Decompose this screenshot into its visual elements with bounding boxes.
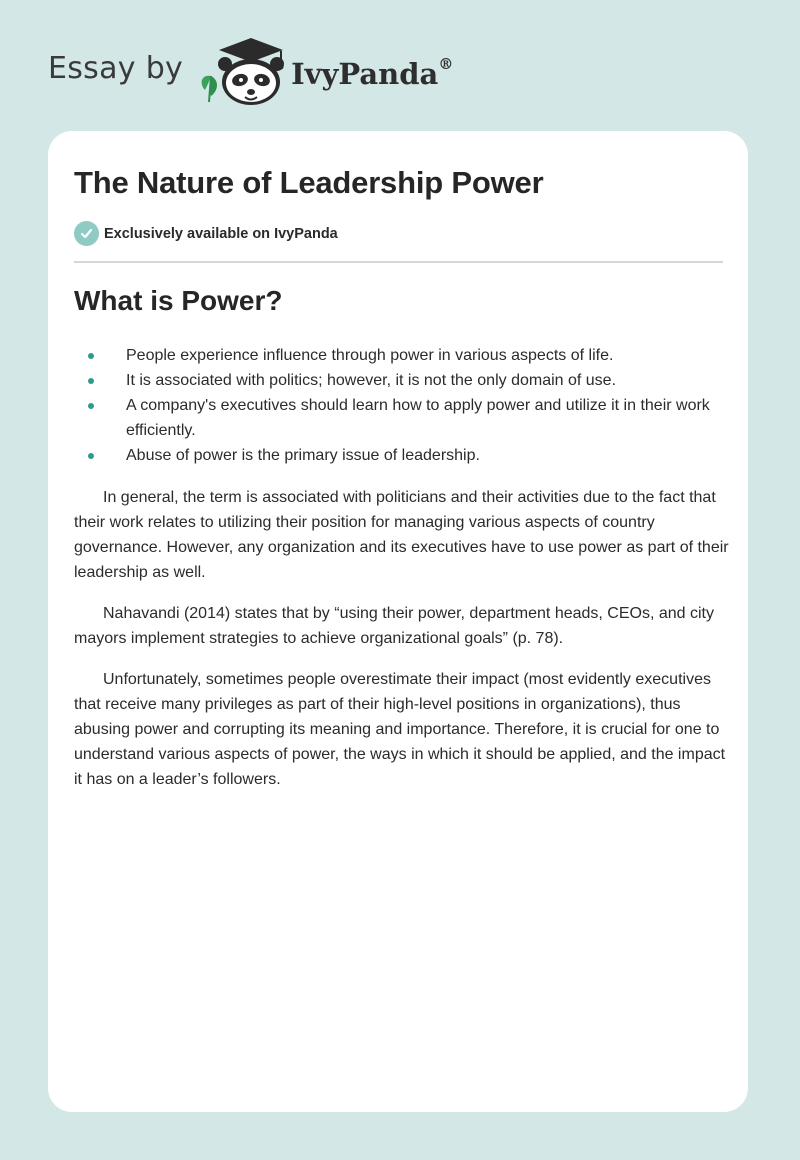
list-item: Abuse of power is the primary issue of leadership. xyxy=(74,443,714,468)
body-paragraph: Unfortunately, sometimes people overestimate their impact (most evidently executives that receive many privileges as part of their high-level positions in organizations), thus abusing power and corrupting its meaning and importance. Therefore, it is crucial for one to understand various aspects of power, the ways in which it should be applied, and the impact it has on a leader’s followers. xyxy=(74,671,726,788)
ivy-leaf-icon xyxy=(202,76,217,102)
essay-by-label: Essay by xyxy=(48,50,184,86)
title-divider xyxy=(74,261,723,263)
exclusive-badge xyxy=(74,221,338,246)
brand-name[interactable] xyxy=(291,57,453,91)
list-item: A company's executives should learn how to apply power and utilize it in their work efficiently. xyxy=(74,393,714,443)
key-points-list xyxy=(74,343,714,468)
registered-mark: ® xyxy=(438,55,454,74)
section-heading: What is Power? xyxy=(74,285,283,316)
brand-text: IvyPanda xyxy=(291,57,439,91)
panda-logo-icon[interactable] xyxy=(197,36,289,108)
body-paragraph: In general, the term is associated with politicians and their activities due to the fact that their work relates to utilizing their position for managing various aspects of country governance. However, any organization and its executives have to use power as part of their leadership as well. xyxy=(74,489,729,581)
list-item: People experience influence through power in various aspects of life. xyxy=(74,343,714,368)
body-paragraph: Nahavandi (2014) states that by “using their power, department heads, CEOs, and city mayors implement strategies to achieve organizational goals” (p. 78). xyxy=(74,605,714,647)
panda-graduation-cap-icon xyxy=(197,36,289,108)
essay-title: The Nature of Leadership Power xyxy=(74,165,544,200)
check-circle-icon xyxy=(74,221,99,246)
list-item: It is associated with politics; however, it is not the only domain of use. xyxy=(74,368,714,393)
essay-card xyxy=(48,131,748,1112)
site-header xyxy=(48,36,453,108)
exclusive-label: Exclusively available on IvyPanda xyxy=(104,225,338,242)
